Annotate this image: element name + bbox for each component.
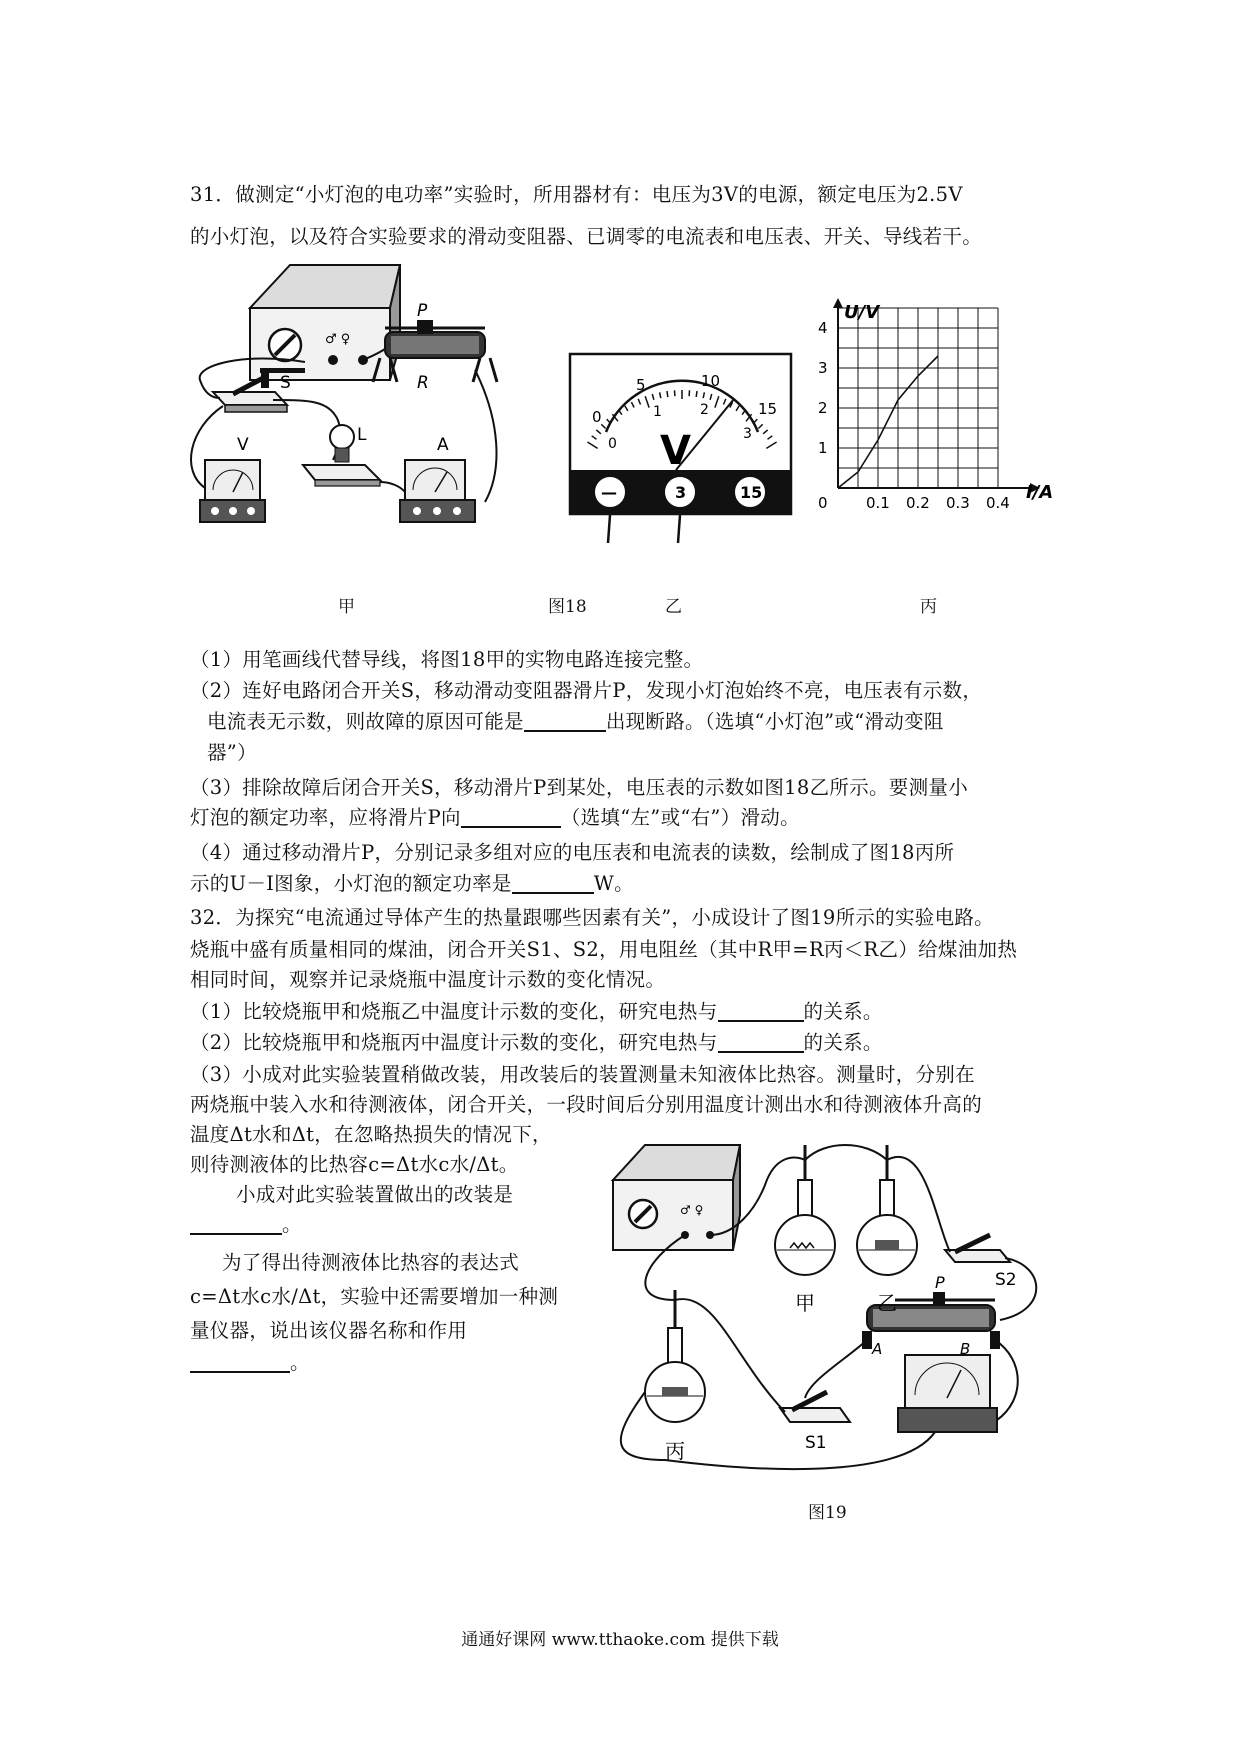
fig18-jia-circuit (185, 260, 575, 590)
q32-stem-line2: 烧瓶中盛有质量相同的煤油，闭合开关S1、S2，用电阻丝（其中R甲=R丙＜R乙）给煤油加热 (190, 938, 1018, 961)
q31-stem-line1: 31．做测定“小灯泡的电功率”实验时，所用器材有：电压为3V的电源，额定电压为2.5V (190, 183, 963, 206)
y-tick-label: 3 (818, 359, 828, 377)
x-tick-label: 0 (818, 494, 828, 512)
q31-blank-power[interactable] (512, 870, 594, 894)
y-tick-label: 1 (818, 439, 828, 457)
q31-part3-line1: （3）排除故障后闭合开关S，移动滑片P到某处，电压表的示数如图18乙所示。要测量小 (190, 776, 968, 799)
fig19-ammeter (898, 1355, 997, 1432)
q31-part2-line2: 电流表无示数，则故障的原因可能是 出现断路。（选填“小灯泡”或“滑动变阻 (207, 710, 944, 733)
q32-part3-line6: 。 (190, 1210, 302, 1240)
q31-part1: （1）用笔画线代替导线，将图18甲的实物电路连接完整。 (190, 648, 704, 671)
fig18-yi-label: 乙 (665, 597, 682, 617)
q32-blank-instrument[interactable] (190, 1349, 290, 1373)
label-V: V (237, 435, 249, 455)
q31-part4-line2: 示的U－I图象，小灯泡的额定功率是 W。 (190, 872, 634, 895)
q31-part2-line1: （2）连好电路闭合开关S，移动滑动变阻器滑片P，发现小灯泡始终不亮，电压表有示数， (190, 679, 983, 702)
x-tick-label: 0.1 (866, 494, 890, 512)
chart-grid (838, 308, 998, 488)
dial-upper-0: 0 (592, 408, 602, 426)
y-tick-label: 2 (818, 399, 828, 417)
q31-blank-fault[interactable] (524, 708, 606, 732)
q31-stem-line2: 的小灯泡，以及符合实验要求的滑动变阻器、已调零的电流表和电压表、开关、导线若干。 (190, 225, 983, 248)
q31-part4-line1: （4）通过移动滑片P，分别记录多组对应的电压表和电流表的读数，绘制成了图18丙所 (190, 841, 955, 864)
y-axis-arrow (833, 298, 843, 308)
label-L: L (357, 425, 367, 445)
fig19-label-jia: 甲 (795, 1291, 815, 1315)
fig18-bing-chart (808, 298, 1068, 578)
lamp-l (303, 425, 380, 486)
dial-tick (667, 391, 668, 397)
q32-blank-1[interactable] (718, 998, 804, 1022)
fig19-label-b: B (960, 1340, 971, 1358)
fig19-label-bing: 丙 (665, 1439, 685, 1463)
q32-part3-line2: 两烧瓶中装入水和待测液体，闭合开关，一段时间后分别用温度计测出水和待测液体升高的 (190, 1093, 983, 1116)
q32-part3-line9: 量仪器，说出该仪器名称和作用 (190, 1319, 468, 1342)
q32-part3-line5: 小成对此实验装置做出的改装是 (236, 1183, 514, 1206)
q32-stem-line3: 相同时间，观察并记录烧瓶中温度计示数的变化情况。 (190, 968, 666, 991)
q31-blank-direction[interactable] (461, 804, 561, 828)
dial-unit: V (660, 428, 691, 474)
switch-s1 (780, 1392, 850, 1422)
page-footer: 通通好课网 www.tthaoke.com 提供下载 (461, 1630, 779, 1650)
label-S: S (280, 373, 291, 393)
q32-part3-line1: （3）小成对此实验装置稍做改装，用改装后的装置测量未知液体比热容。测量时，分别在 (190, 1063, 975, 1086)
voltmeter-v (200, 460, 265, 522)
label-R: R (417, 373, 429, 393)
x-tick-label: 0.4 (986, 494, 1010, 512)
terminal-15-label: 15 (740, 483, 763, 502)
fig19-circuit (605, 1140, 1075, 1485)
q31-part2-line3: 器”） (207, 741, 257, 764)
flask-jia (775, 1145, 835, 1275)
label-A: A (437, 435, 449, 455)
fig19-label-s1: S1 (805, 1433, 827, 1453)
q32-part2: （2）比较烧瓶甲和烧瓶丙中温度计示数的变化，研究电热与 的关系。 (190, 1031, 883, 1054)
dial-lower-2: 2 (700, 402, 709, 418)
q32-part3-line10: 。 (190, 1348, 310, 1378)
fig19-caption: 图19 (808, 1503, 847, 1523)
ammeter-a (400, 460, 475, 522)
chart-ylabel: U/V (844, 302, 880, 323)
x-tick-label: 0.2 (906, 494, 930, 512)
terminal-3-label: 3 (675, 483, 687, 502)
q31-part3-line2: 灯泡的额定功率，应将滑片P向 （选填“左”或“右”）滑动。 (190, 806, 800, 829)
label-P: P (417, 301, 428, 321)
dial-upper-15: 15 (758, 400, 778, 418)
dial-tick (696, 391, 697, 397)
q32-stem-line1: 32．为探究“电流通过导体产生的热量跟哪些因素有关”，小成设计了图19所示的实验电路。 (190, 906, 994, 929)
dial-lower-0: 0 (608, 436, 617, 452)
meter-leads (600, 515, 700, 547)
q32-part3-line4: 则待测液体的比热容c=Δt水c水/Δt。 (190, 1153, 519, 1176)
q32-part3-line3: 温度Δt水和Δt，在忽略热损失的情况下， (190, 1123, 552, 1146)
dial-upper-10: 10 (701, 372, 721, 390)
fig19-label-s2: S2 (995, 1270, 1017, 1290)
flask-bing (645, 1290, 705, 1422)
fig19-label-yi: 乙 (877, 1291, 897, 1315)
x-tick-label: 0.3 (946, 494, 970, 512)
q32-blank-modification[interactable] (190, 1211, 282, 1235)
terminal-neg-label: — (601, 483, 617, 502)
fig19-label-p: P (935, 1273, 945, 1292)
svg-text:♂ ♀: ♂ ♀ (680, 1203, 704, 1217)
y-tick-label: 4 (818, 319, 828, 337)
q32-part1: （1）比较烧瓶甲和烧瓶乙中温度计示数的变化，研究电热与 的关系。 (190, 1000, 883, 1023)
fig18-yi-meter (568, 352, 793, 517)
fig18-bing-label: 丙 (920, 597, 937, 617)
fig19-label-a: A (872, 1340, 883, 1358)
chart-xlabel: I/A (1026, 482, 1054, 503)
fig18-jia-label: 甲 (338, 597, 355, 617)
switch-s2 (945, 1235, 1010, 1262)
flask-yi (857, 1145, 917, 1275)
svg-text:♂ ♀: ♂ ♀ (325, 332, 351, 347)
q32-blank-2[interactable] (718, 1029, 804, 1053)
dial-upper-5: 5 (636, 376, 646, 394)
q32-part3-line8: c=Δt水c水/Δt，实验中还需要增加一种测 (190, 1285, 559, 1308)
dial-lower-1: 1 (653, 404, 662, 420)
q32-part3-line7: 为了得出待测液体比热容的表达式 (222, 1251, 520, 1274)
dial-lower-3: 3 (743, 426, 752, 442)
fig18-caption: 图18 (548, 597, 587, 617)
